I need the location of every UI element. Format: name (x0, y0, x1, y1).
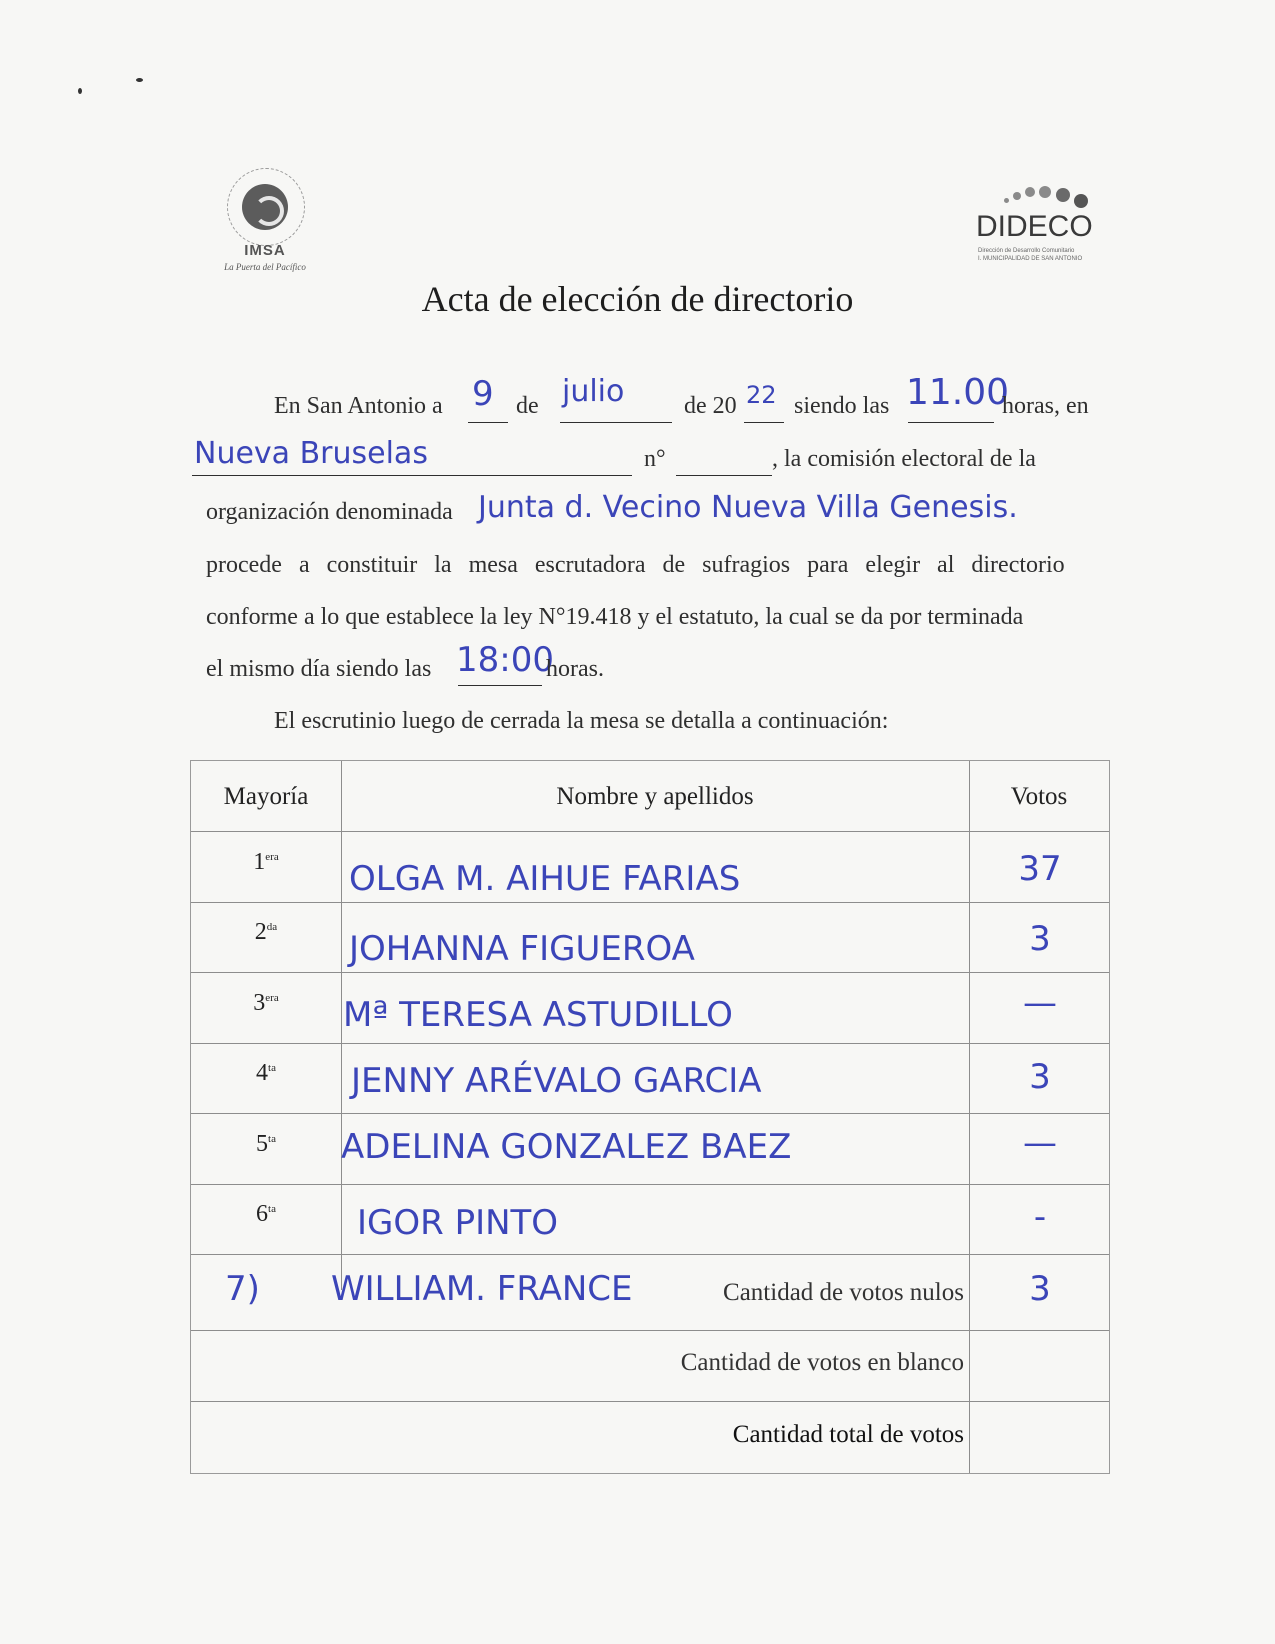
text-de-20: de 20 (684, 393, 737, 419)
handwritten-start-time: 11.00 (906, 372, 1010, 413)
location-blank (192, 475, 632, 476)
handwritten-end-time: 18:00 (456, 640, 554, 680)
row-divider (191, 1401, 1109, 1402)
text-conforme: conforme a lo que establece la ley N°19.418 y el estatuto, la cual se da por terminada (206, 604, 1024, 630)
text-comision: , la comisión electoral de la (772, 446, 1036, 472)
handwritten-day: 9 (472, 374, 494, 414)
candidate-votes: — (1023, 1123, 1057, 1163)
row-divider (191, 831, 1109, 832)
document-title: Acta de elección de directorio (421, 279, 854, 319)
dideco-logo-text: DIDECO (976, 210, 1093, 243)
row-divider (191, 1184, 1109, 1185)
candidate-name: JOHANNA FIGUEROA (349, 929, 695, 969)
handwritten-location: Nueva Bruselas (194, 436, 428, 471)
handwritten-year: 22 (746, 381, 777, 409)
dideco-subtitle-2: I. MUNICIPALIDAD DE SAN ANTONIO (978, 256, 1083, 262)
imsa-logo-tagline: La Puerta del Pacífico (224, 262, 306, 272)
number-blank (676, 475, 772, 476)
rank-cell: $1^{era}$ (253, 849, 279, 875)
handwritten-extra-name: WILLIAM. FRANCE (331, 1269, 633, 1309)
text-el-mismo-dia: el mismo día siendo las (206, 656, 432, 682)
row-divider (191, 1043, 1109, 1044)
handwritten-organization: Junta d. Vecino Nueva Villa Genesis. (478, 490, 1018, 525)
header-mayoria: Mayoría (223, 783, 309, 810)
row-divider (191, 1254, 1109, 1255)
handwritten-rank-7: 7) (225, 1269, 260, 1309)
votos-nulos-value: 3 (1029, 1269, 1051, 1309)
candidate-name: Mª TERESA ASTUDILLO (343, 995, 733, 1035)
candidate-name: ADELINA GONZALEZ BAEZ (341, 1127, 792, 1167)
column-divider (969, 1290, 970, 1473)
dideco-bubbles-icon (1004, 184, 1094, 208)
imsa-logo (205, 168, 325, 278)
imsa-logo-text: IMSA (244, 242, 286, 259)
scan-speck (78, 88, 82, 94)
text-siendo-las: siendo las (794, 393, 890, 419)
candidate-votes: — (1023, 983, 1057, 1023)
rank-cell: $2^{da}$ (254, 919, 278, 945)
text-escrutinio: El escrutinio luego de cerrada la mesa se detalla a continuación: (274, 708, 889, 734)
text-en-san-antonio: En San Antonio a (274, 393, 443, 419)
rank-cell: $3^{era}$ (253, 990, 279, 1016)
column-divider (341, 761, 342, 1290)
rank-cell: $5^{ta}$ (256, 1131, 276, 1157)
rank-cell: $4^{ta}$ (256, 1060, 276, 1086)
row-divider (191, 902, 1109, 903)
text-horas-en: horas, en (1002, 393, 1089, 419)
municipality-emblem-icon (242, 184, 288, 230)
day-blank (468, 422, 508, 423)
row-divider (191, 1113, 1109, 1114)
candidate-name: OLGA M. AIHUE FARIAS (349, 859, 741, 899)
row-divider (191, 972, 1109, 973)
text-de: de (516, 393, 539, 419)
column-divider (969, 761, 970, 1290)
candidate-name: IGOR PINTO (357, 1203, 559, 1243)
header-nombre: Nombre y apellidos (556, 783, 754, 810)
month-blank (560, 422, 672, 423)
label-votos-nulos: Cantidad de votos nulos (723, 1279, 964, 1306)
start-time-blank (908, 422, 994, 423)
text-horas: horas. (546, 656, 604, 682)
end-time-blank (458, 685, 542, 686)
dideco-subtitle: Dirección de Desarrollo Comunitario (978, 248, 1075, 254)
scan-speck (136, 78, 143, 82)
year-blank (744, 422, 784, 423)
text-numero: n° (644, 446, 666, 472)
text-procede: procede a constituir la mesa escrutadora de sufragios para elegir al directorio (206, 552, 1065, 578)
handwritten-month: julio (562, 374, 625, 409)
candidate-votes: - (1033, 1197, 1047, 1237)
label-total-votos: Cantidad total de votos (732, 1421, 964, 1448)
candidate-name: JENNY ARÉVALO GARCIA (351, 1061, 762, 1101)
candidate-votes: 3 (1029, 919, 1051, 959)
label-votos-blanco: Cantidad de votos en blanco (680, 1349, 964, 1376)
dideco-logo (974, 184, 1094, 264)
text-organizacion: organización denominada (206, 499, 453, 525)
candidate-votes: 37 (1018, 849, 1062, 889)
rank-cell: $6^{ta}$ (256, 1201, 276, 1227)
results-table (190, 760, 1110, 1474)
header-votos: Votos (1010, 783, 1068, 810)
row-divider (191, 1330, 1109, 1331)
candidate-votes: 3 (1029, 1057, 1051, 1097)
